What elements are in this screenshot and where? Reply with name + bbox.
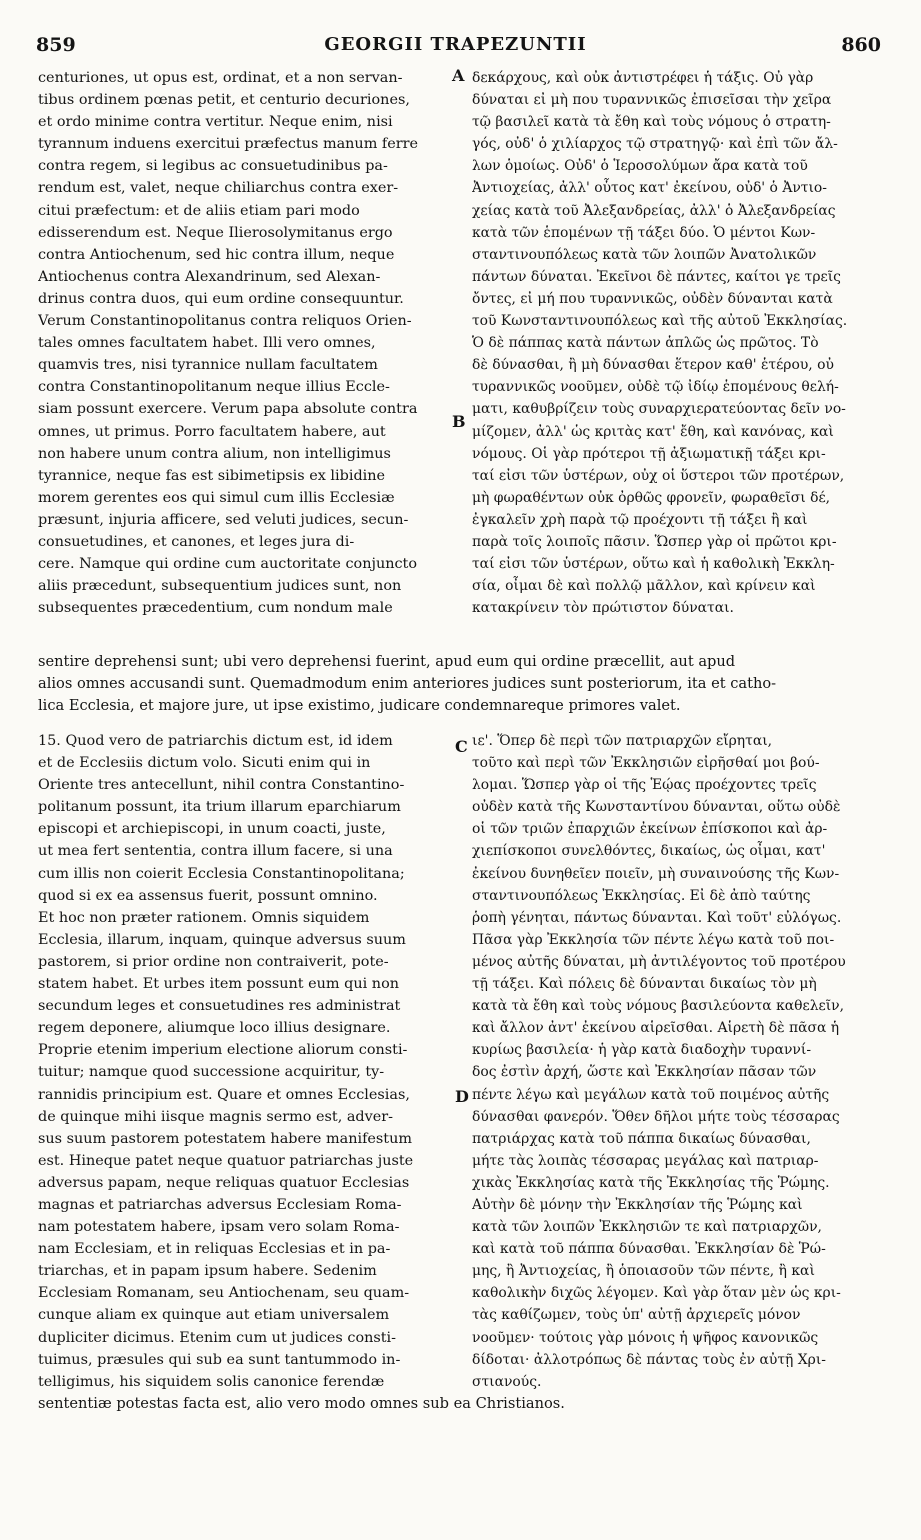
text-line: οὐδὲν κατὰ τῆς Κωνσταντίνου δύνανται, οὕτω οὐδὲ [472, 799, 841, 816]
final-line [38, 1393, 888, 1415]
text-line: μίζομεν, ἀλλ' ὡς κριτὰς κατ' ἔθη, καὶ κανόνας, καὶ [472, 423, 834, 440]
margin-marker-a: A [452, 66, 465, 85]
text-line: ἐκείνου δυνηθεῖεν ποιεῖν, μὴ συναινούσης τῆς Κων- [472, 865, 840, 882]
text-line: δὲ δύνασθαι, ἢ μὴ δύνασθαι ἕτερον καθ' ἑτέρου, οὐ [472, 357, 834, 374]
text-line: κυρίως βασιλεία· ἡ γὰρ κατὰ διαδοχὴν τυραννί- [472, 1042, 812, 1059]
text-line: Et hoc non præter rationem. Omnis siquidem [38, 909, 370, 926]
text-line: πατριάρχας κατὰ τοῦ πάππα δικαίως δύνασθαι, [472, 1130, 811, 1147]
text-line: ῥοπὴ γένηται, πάντως δύνανται. Καὶ τοῦτ' εὐλόγως. [472, 909, 842, 926]
text-line: ut mea fert sententia, contra illum facere, si una [38, 843, 393, 860]
text-line: præsunt, injuria afficere, sed veluti judices, secun- [38, 511, 409, 528]
text-line: τοῦ Κωνσταντινουπόλεως καὶ τῆς αὐτοῦ Ἐκκλησίας. [472, 313, 848, 330]
text-line: 15. Quod vero de patriarchis dictum est, id idem [38, 733, 393, 749]
text-line: ταί εἰσι τῶν ὑστέρων, οὐχ οἱ ὕστεροι τῶν προτέρων, [472, 467, 845, 484]
text-line: nam Ecclesiam, et in reliquas Ecclesias et in pa- [38, 1241, 391, 1258]
text-line: χικὰς Ἐκκλησίας κατὰ τῆς Ἐκκλησίας τῆς Ῥώμης. [472, 1174, 830, 1191]
text-line: tyrannum induens exercitui præfectus manum ferre [38, 136, 419, 153]
text-line: telligimus, his siquidem solis canonice ferendæ [38, 1373, 385, 1390]
margin-marker-d: D [455, 1087, 469, 1106]
text-line: δύναται εἰ μὴ που τυραννικῶς ἐπισεῖσαι τὴν χεῖρα [472, 92, 832, 109]
text-line: Antiochenus contra Alexandrinum, sed Alexan- [38, 268, 381, 285]
running-title: GEORGII TRAPEZUNTII [324, 34, 587, 55]
text-line: δίδοται· ἀλλοτρόπως δὲ πάντας τοὺς ἐν αὐτῇ Χρι- [472, 1351, 826, 1368]
text-line: λομαι. Ὥσπερ γὰρ οἱ τῆς Ἑῴας προέχοντες τρεῖς [472, 777, 817, 794]
text-line: Ἀντιοχείας, ἀλλ' οὗτος κατ' ἐκείνου, οὐδ' ὁ Ἀντιο- [472, 180, 827, 197]
text-line: νοοῦμεν· τούτοις γὰρ μόνοις ἡ ψῆφος κανονικῶς [472, 1329, 819, 1346]
latin-full-width-lines [38, 651, 888, 717]
text-line: regem deponere, aliumque loco illius designare. [38, 1020, 391, 1037]
text-line: μένος αὐτῆς δύναται, μὴ ἀντιλέγοντος τοῦ προτέρου [472, 953, 846, 970]
text-line: Πᾶσα γὰρ Ἐκκλησία τῶν πέντε λέγω κατὰ τοῦ ποι- [472, 931, 835, 948]
text-line: sus suum pastorem potestatem habere manifestum [38, 1130, 413, 1147]
page-header [30, 34, 881, 60]
text-line: rannidis principium est. Quare et omnes Ecclesias, [38, 1086, 410, 1103]
text-line: μης, ἢ Ἀντιοχείας, ἢ ὁποιασοῦν τῶν πέντε, ἢ καὶ [472, 1263, 815, 1280]
text-line: omnes, ut primus. Porro facultatem habere, aut [38, 423, 386, 440]
text-line: secundum leges et consuetudines res administrat [38, 998, 401, 1015]
text-line: καθολικὴν διχῶς λέγομεν. Καὶ γὰρ ὅταν μὲν ὡς κρι- [472, 1285, 841, 1302]
text-line: pastorem, si prior ordine non contraiverit, pote- [38, 953, 389, 970]
text-line: χιεπίσκοποι συνελθόντες, δικαίως, ὡς οἶμαι, κατ' [472, 843, 826, 860]
text-line: λων ὁμοίως. Οὐδ' ὁ Ἱεροσολύμων ἄρα κατὰ τοῦ [472, 158, 808, 175]
text-line: δεκάρχους, καὶ οὐκ ἀντιστρέφει ἡ τάξις. Οὐ γὰρ [472, 70, 814, 86]
text-line: κατακρίνειν τὸν πρώτιστον δύναται. [472, 600, 734, 617]
text-line: τῷ βασιλεῖ κατὰ τὰ ἔθη καὶ τοὺς νόμους ὁ στρατη- [472, 114, 831, 131]
text-line: triarchas, et in papam ipsum habere. Sedenim [38, 1263, 377, 1280]
text-line: κατὰ τὰ ἔθη καὶ τοὺς νόμους βασιλεύοντα καθελεῖν, [472, 998, 845, 1015]
greek-column-bottom [472, 730, 890, 1393]
text-line: sentire deprehensi sunt; ubi vero deprehensi fuerint, apud eum qui ordine præcellit, aut apud [38, 653, 736, 670]
text-line: contra Antiochenum, sed hic contra illum, neque [38, 246, 395, 263]
text-line: τὰς καθίζωμεν, τοὺς ὑπ' αὐτῇ ἀρχιερεῖς μόνον [472, 1307, 801, 1324]
text-line: et ordo minime contra vertitur. Neque enim, nisi [38, 114, 393, 131]
text-line: Ὁ δὲ πάππας κατὰ πάντων ἁπλῶς ὡς πρῶτος. Τὸ [472, 335, 819, 352]
text-line: Proprie etenim imperium electione aliorum consti- [38, 1042, 408, 1059]
text-line: quod si ex ea assensus fuerit, possunt omnino. [38, 887, 378, 904]
text-line: στιανούς. [472, 1373, 542, 1390]
text-line: κατὰ τῶν λοιπῶν Ἐκκλησιῶν τε καὶ πατριαρχῶν, [472, 1219, 822, 1236]
text-line: τυραννικῶς νοοῦμεν, οὐδὲ τῷ ἰδίῳ ἑπομένους θελή- [472, 379, 839, 396]
text-line: νόμους. Οἱ γὰρ πρότεροι τῇ ἀξιωματικῇ τάξει κρι- [472, 445, 826, 462]
text-line: de quinque mihi iisque magnis sermo est, adver- [38, 1108, 394, 1125]
text-line: siam possunt exercere. Verum papa absolute contra [38, 401, 418, 418]
text-line: aliis præcedunt, subsequentium judices sunt, non [38, 578, 402, 595]
text-line: τοῦτο καὶ περὶ τῶν Ἐκκλησιῶν εἰρῆσθαί μοι βού- [472, 755, 820, 772]
margin-marker-c: C [455, 737, 468, 756]
text-line: Oriente tres antecellunt, nihil contra Constantino- [38, 777, 405, 794]
text-line: tuimus, præsules qui sub ea sunt tantummodo in- [38, 1351, 401, 1368]
text-line: ἐγκαλεῖν χρὴ παρὰ τῷ προέχοντι τῇ τάξει ἢ καὶ [472, 511, 808, 528]
text-line: et de Ecclesiis dictum volo. Sicuti enim qui in [38, 755, 371, 772]
text-line: edisserendum est. Neque Ilierosolymitanus ergo [38, 224, 393, 241]
text-line: contra regem, si legibus ac consuetudinibus pa- [38, 158, 388, 175]
text-line: subsequentes præcedentium, cum nondum male [38, 600, 393, 617]
text-line: statem habet. Et urbes item possunt eum qui non [38, 976, 399, 993]
text-line: adversus papam, neque reliquas quatuor Ecclesias [38, 1174, 410, 1191]
text-line: ταί εἰσι τῶν ὑστέρων, οὕτω καὶ ἡ καθολικὴ Ἐκκλη- [472, 556, 835, 573]
latin-column-bottom [38, 730, 450, 1393]
text-line: καὶ ἄλλον ἀντ' ἐκείνου αἱρεῖσθαι. Αἱρετὴ δὲ πᾶσα ἡ [472, 1020, 840, 1037]
text-line: σία, οἶμαι δὲ καὶ πολλῷ μᾶλλον, καὶ κρίνειν καὶ [472, 578, 816, 595]
text-line: nam potestatem habere, ipsam vero solam Roma- [38, 1219, 400, 1236]
text-line: Ecclesiam Romanam, seu Antiochenam, seu quam- [38, 1285, 410, 1302]
text-line: rendum est, valet, neque chiliarchus contra exer- [38, 180, 399, 197]
text-line: ὄντες, εἰ μή που τυραννικῶς, οὐδὲν δύνανται κατὰ [472, 290, 833, 307]
text-line: παρὰ τοῖς λοιποῖς πᾶσιν. Ὥσπερ γὰρ οἱ πρῶτοι κρι- [472, 533, 837, 550]
text-line: episcopi et archiepiscopi, in unum coacti, juste, [38, 821, 386, 838]
right-page-number: 860 [841, 34, 881, 56]
greek-column-top [472, 67, 890, 619]
text-line: non habere unum contra alium, non intelligimus [38, 445, 391, 462]
text-line: δύνασθαι φανερόν. Ὅθεν δῆλοι μήτε τοὺς τέσσαρας [472, 1108, 840, 1125]
text-line: πέντε λέγω καὶ μεγάλων κατὰ τοῦ ποιμένος αὐτῆς [472, 1086, 830, 1103]
text-line: drinus contra duos, qui eum ordine consequuntur. [38, 290, 404, 307]
text-line: ματι, καθυβρίζειν τοὺς συναρχιερατεύοντας δεῖν νο- [472, 401, 846, 418]
text-line: cum illis non coierit Ecclesia Constantinopolitana; [38, 865, 405, 882]
text-line: politanum possunt, ita trium illarum eparchiarum [38, 799, 401, 816]
text-line: Ecclesia, illarum, inquam, quinque adversus suum [38, 931, 406, 948]
text-line: μήτε τὰς λοιπὰς τέσσαρας μεγάλας καὶ πατριαρ- [472, 1152, 819, 1169]
text-line: σταντινουπόλεως κατὰ τῶν λοιπῶν Ἀνατολικῶν [472, 246, 817, 263]
text-line: Αὐτὴν δὲ μόνην τὴν Ἐκκλησίαν τῆς Ῥώμης καὶ [472, 1196, 803, 1213]
text-line: μὴ φωραθέντων οὐκ ὀρθῶς φρονεῖν, φωραθεῖσι δέ, [472, 489, 831, 506]
text-line: σταντινουπόλεως Ἐκκλησίας. Εἰ δὲ ἀπὸ ταύτης [472, 887, 811, 904]
text-line: alios omnes accusandi sunt. Quemadmodum enim anteriores judices sunt posteriorum, ita et catho- [38, 675, 777, 693]
text-line: καὶ κατὰ τοῦ πάππα δύνασθαι. Ἐκκλησίαν δὲ Ῥώ- [472, 1241, 826, 1258]
text-line: cere. Namque qui ordine cum auctoritate conjuncto [38, 556, 417, 573]
left-page-number: 859 [36, 34, 76, 56]
text-line: χείας κατὰ τοῦ Ἀλεξανδρείας, ἀλλ' ὁ Ἀλεξανδρείας [472, 202, 836, 219]
margin-marker-b: B [452, 412, 466, 431]
text-line: cunque aliam ex quinque aut etiam universalem [38, 1307, 390, 1324]
text-line: δος ἐστὶν ἀρχή, ὥστε καὶ Ἐκκλησίαν πᾶσαν τῶν [472, 1064, 817, 1081]
text-line: centuriones, ut opus est, ordinat, et a non servan- [38, 70, 403, 86]
text-line: contra Constantinopolitanum neque illius Eccle- [38, 379, 390, 396]
text-line: κατὰ τῶν ἑπομένων τῇ τάξει δύο. Ὁ μέντοι Κων- [472, 224, 816, 241]
text-line: tuitur; namque quod successione acquiritur, ty- [38, 1064, 385, 1081]
text-line: πάντων δύναται. Ἐκεῖνοι δὲ πάντες, καίτοι γε τρεῖς [472, 268, 841, 285]
text-line: dupliciter dicimus. Etenim cum ut judices consti- [38, 1329, 397, 1346]
text-line: tibus ordinem pœnas petit, et centurio decuriones, [38, 92, 410, 109]
text-line: γός, οὐδ' ὁ χιλίαρχος τῷ στρατηγῷ· καὶ ἐπὶ τῶν ἄλ- [472, 136, 838, 153]
text-line: morem gerentes eos qui simul cum illis Ecclesiæ [38, 489, 395, 506]
text-line: τῇ τάξει. Καὶ πόλεις δὲ δύνανται δικαίως τὸν μὴ [472, 976, 817, 993]
text-line: lica Ecclesia, et majore jure, ut ipse existimo, judicare condemnareque primores valet. [38, 697, 681, 715]
text-line: tyrannice, neque fas est sibimetipsis ex libidine [38, 467, 386, 484]
final-text-line: sententiæ potestas facta est, alio vero modo omnes sub ea Christianos. [38, 1395, 565, 1412]
text-line: est. Hineque patet neque quatuor patriarchas juste [38, 1152, 414, 1169]
text-line: οἱ τῶν τριῶν ἐπαρχιῶν ἐκείνων ἐπίσκοποι καὶ ἀρ- [472, 821, 828, 838]
text-line: quamvis tres, nisi tyrannice nullam facultatem [38, 357, 378, 374]
text-line: consuetudines, et canones, et leges jura di- [38, 533, 355, 550]
text-line: citui præfectum: et de aliis etiam pari modo [38, 202, 360, 219]
text-line: Verum Constantinopolitanus contra reliquos Orien- [38, 313, 412, 330]
latin-column-top [38, 67, 450, 619]
text-line: magnas et patriarchas adversus Ecclesiam Roma- [38, 1196, 402, 1213]
text-line: tales omnes facultatem habet. Illi vero omnes, [38, 335, 376, 352]
text-line: ιε'. Ὅπερ δὲ περὶ τῶν πατριαρχῶν εἴρηται, [472, 733, 773, 749]
